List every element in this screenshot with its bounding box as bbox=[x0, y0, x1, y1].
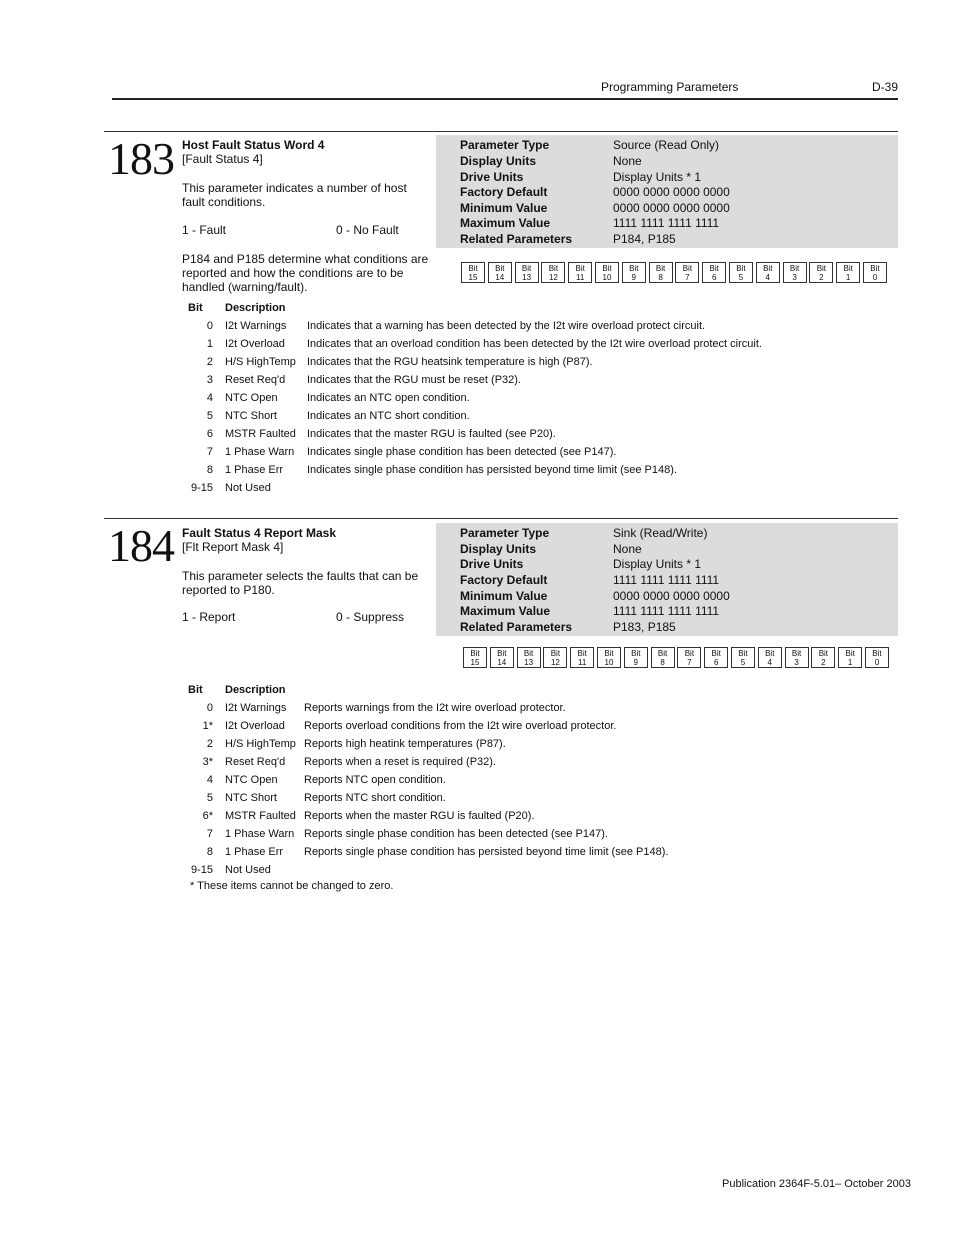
bit-cell bbox=[783, 262, 807, 283]
bit-cell bbox=[651, 647, 675, 668]
label-drive-units: Drive Units bbox=[460, 557, 524, 571]
bit-cell bbox=[624, 647, 648, 668]
bit-description: Reports single phase condition has been detected (see P147). bbox=[304, 828, 608, 840]
bit-cell bbox=[675, 262, 699, 283]
bit-cell-label: Bit bbox=[791, 649, 802, 658]
bit-cell-number: 15 bbox=[470, 658, 480, 667]
bit-number: 8 bbox=[206, 846, 213, 858]
bit-cell bbox=[702, 262, 726, 283]
bit-cell bbox=[838, 647, 862, 668]
bit-name: NTC Open bbox=[225, 392, 278, 404]
bit-cell-label: Bit bbox=[495, 264, 505, 273]
label-display-units: Display Units bbox=[460, 154, 537, 168]
label-drive-units: Drive Units bbox=[460, 170, 524, 184]
bit-description: Reports warnings from the I2t wire overload protector. bbox=[304, 702, 566, 714]
bit-description: Indicates an NTC short condition. bbox=[307, 410, 470, 422]
bit-cell bbox=[543, 647, 567, 668]
running-header-title: Programming Parameters bbox=[601, 80, 739, 94]
bit-cell bbox=[517, 647, 541, 668]
bit-cell-number: 10 bbox=[602, 273, 612, 282]
param-info-box-183 bbox=[436, 135, 898, 248]
bit-cell-number: 0 bbox=[874, 658, 880, 667]
bit-cell bbox=[463, 647, 487, 668]
bit-cell-label: Bit bbox=[604, 649, 614, 658]
bit-cell-label: Bit bbox=[816, 264, 827, 273]
label-maximum-value: Maximum Value bbox=[460, 604, 551, 618]
bit-cell bbox=[570, 647, 594, 668]
bit-number: 7 bbox=[206, 446, 213, 458]
bit-name: I2t Warnings bbox=[225, 320, 287, 332]
value-param-type: Source (Read Only) bbox=[613, 138, 720, 152]
legend-one-183: 1 - Fault bbox=[182, 223, 227, 237]
publication-footer: Publication 2364F-5.01– October 2003 bbox=[722, 1178, 911, 1190]
bit-cell-label: Bit bbox=[629, 264, 639, 273]
bit-cell bbox=[541, 262, 565, 283]
bit-cell-label: Bit bbox=[870, 264, 880, 273]
bit-cell-label: Bit bbox=[631, 649, 641, 658]
bit-name: I2t Overload bbox=[225, 338, 285, 350]
table-header-bit-184: Bit bbox=[188, 684, 203, 696]
bit-cell-label: Bit bbox=[845, 649, 855, 658]
bit-description: Indicates that the RGU must be reset (P32). bbox=[307, 374, 521, 386]
bit-description: Indicates an NTC open condition. bbox=[307, 392, 470, 404]
bit-number: 9-15 bbox=[190, 864, 213, 876]
bit-description: Indicates that the master RGU is faulted (see P20). bbox=[307, 428, 556, 440]
value-display-units: None bbox=[613, 542, 642, 556]
bit-cell-label: Bit bbox=[711, 649, 721, 658]
bit-cell-label: Bit bbox=[765, 649, 775, 658]
bit-cell-label: Bit bbox=[548, 264, 559, 273]
bit-cell-number: 0 bbox=[872, 273, 878, 282]
bit-number: 1 bbox=[206, 338, 213, 350]
bit-number: 5 bbox=[206, 410, 213, 422]
bit-cell bbox=[649, 262, 673, 283]
value-param-type: Sink (Read/Write) bbox=[613, 526, 708, 540]
bit-description: Reports NTC open condition. bbox=[304, 774, 446, 786]
label-factory-default: Factory Default bbox=[460, 573, 548, 587]
param-description-183: This parameter indicates a number of host fault conditions. bbox=[182, 181, 407, 209]
value-drive-units: Display Units * 1 bbox=[613, 170, 702, 184]
bit-name: I2t Overload bbox=[225, 720, 285, 732]
value-related-parameters: P184, P185 bbox=[613, 232, 676, 246]
bit-cell bbox=[863, 262, 887, 283]
bit-cell-label: Bit bbox=[682, 264, 693, 273]
bit-name: 1 Phase Warn bbox=[225, 828, 295, 840]
bit-cell-number: 8 bbox=[658, 273, 663, 282]
label-factory-default: Factory Default bbox=[460, 185, 548, 199]
bit-name: NTC Open bbox=[225, 774, 278, 786]
bit-cell-number: 13 bbox=[522, 273, 532, 282]
bit-name: Reset Req'd bbox=[225, 374, 286, 386]
bit-cell-number: 6 bbox=[713, 658, 719, 667]
label-maximum-value: Maximum Value bbox=[460, 216, 551, 230]
param-title-183: Host Fault Status Word 4 bbox=[182, 138, 325, 152]
bit-cell bbox=[597, 647, 621, 668]
bit-description: Indicates that a warning has been detected by the I2t wire overload protect circuit. bbox=[307, 320, 706, 332]
value-factory-default: 0000 0000 0000 0000 bbox=[613, 185, 730, 199]
bit-cell-number: 15 bbox=[468, 273, 478, 282]
bit-cell bbox=[595, 262, 619, 283]
bit-cell-number: 11 bbox=[576, 273, 585, 282]
bit-description: Reports overload conditions from the I2t wire overload protector. bbox=[304, 720, 617, 732]
bit-cell-number: 12 bbox=[548, 273, 558, 282]
header-rule bbox=[112, 98, 898, 100]
bit-cell-number: 10 bbox=[604, 658, 614, 667]
bit-number: 9-15 bbox=[190, 482, 213, 494]
bit-cell-label: Bit bbox=[468, 264, 478, 273]
bit-cell-number: 7 bbox=[685, 273, 690, 282]
bit-number: 3 bbox=[206, 374, 213, 386]
bit-cell-number: 6 bbox=[711, 273, 717, 282]
bit-cell-number: 14 bbox=[497, 658, 507, 667]
table-header-description-184: Description bbox=[225, 684, 286, 696]
bit-cell-label: Bit bbox=[521, 264, 532, 273]
bit-cell-number: 9 bbox=[631, 273, 636, 282]
bit-cell bbox=[729, 262, 753, 283]
param-title-184: Fault Status 4 Report Mask bbox=[182, 526, 337, 540]
bit-cell-label: Bit bbox=[550, 649, 561, 658]
bit-name: NTC Short bbox=[225, 410, 277, 422]
bit-cell-number: 4 bbox=[767, 658, 772, 667]
bit-name: Reset Req'd bbox=[225, 756, 286, 768]
param-note-183: P184 and P185 determine what conditions are reported and how the conditions are to be handled (warning/fault). bbox=[182, 252, 429, 294]
bit-description: Indicates single phase condition has been detected (see P147). bbox=[307, 446, 617, 458]
value-maximum-value: 1111 1111 1111 1111 bbox=[613, 604, 720, 618]
footnote: * These items cannot be changed to zero. bbox=[190, 880, 394, 892]
value-minimum-value: 0000 0000 0000 0000 bbox=[613, 201, 730, 215]
bit-number: 2 bbox=[206, 738, 213, 750]
bit-name: Not Used bbox=[225, 864, 271, 876]
bit-cell-number: 3 bbox=[794, 658, 799, 667]
bit-cell bbox=[704, 647, 728, 668]
bit-cell bbox=[461, 262, 485, 283]
bit-name: Not Used bbox=[225, 482, 271, 494]
section-rule-184 bbox=[104, 518, 898, 519]
bit-cell-number: 1 bbox=[845, 273, 851, 282]
bit-map-183 bbox=[461, 262, 890, 283]
bit-name: I2t Warnings bbox=[225, 702, 287, 714]
bit-number: 0 bbox=[206, 702, 213, 714]
bit-number: 6* bbox=[202, 810, 213, 822]
bit-cell-label: Bit bbox=[602, 264, 612, 273]
label-display-units: Display Units bbox=[460, 542, 537, 556]
bit-description: Indicates that the RGU heatsink temperature is high (P87). bbox=[307, 356, 593, 368]
page-number: D-39 bbox=[872, 80, 899, 94]
bit-description: Reports when a reset is required (P32). bbox=[304, 756, 496, 768]
bit-cell-number: 2 bbox=[819, 273, 824, 282]
value-minimum-value: 0000 0000 0000 0000 bbox=[613, 589, 730, 603]
bit-name: MSTR Faulted bbox=[225, 810, 296, 822]
bit-cell-number: 9 bbox=[633, 658, 638, 667]
bit-cell bbox=[488, 262, 512, 283]
param-short-name-184: [Flt Report Mask 4] bbox=[182, 540, 284, 554]
bit-description: Indicates that an overload condition has been detected by the I2t wire overload protect circuit. bbox=[307, 338, 762, 350]
bit-cell bbox=[836, 262, 860, 283]
bit-cell-number: 2 bbox=[821, 658, 826, 667]
bit-cell-number: 12 bbox=[550, 658, 560, 667]
param-info-box-184 bbox=[436, 523, 898, 636]
legend-one-184: 1 - Report bbox=[182, 610, 236, 624]
bit-cell-number: 3 bbox=[792, 273, 797, 282]
bit-cell-number: 8 bbox=[660, 658, 665, 667]
bit-cell-label: Bit bbox=[470, 649, 480, 658]
bit-name: 1 Phase Warn bbox=[225, 446, 295, 458]
bit-number: 4 bbox=[206, 774, 213, 786]
bit-cell-label: Bit bbox=[655, 264, 666, 273]
label-param-type: Parameter Type bbox=[460, 138, 550, 152]
bit-cell bbox=[731, 647, 755, 668]
bit-number: 4 bbox=[206, 392, 213, 404]
bit-name: MSTR Faulted bbox=[225, 428, 296, 440]
bit-cell bbox=[568, 262, 592, 283]
bit-name: 1 Phase Err bbox=[225, 846, 284, 858]
bit-number: 5 bbox=[206, 792, 213, 804]
legend-zero-183: 0 - No Fault bbox=[336, 223, 399, 237]
value-related-parameters: P183, P185 bbox=[613, 620, 676, 634]
bit-cell-label: Bit bbox=[736, 264, 746, 273]
bit-cell-number: 5 bbox=[740, 658, 746, 667]
bit-cell bbox=[785, 647, 809, 668]
bit-cell-label: Bit bbox=[497, 649, 507, 658]
bit-cell-number: 7 bbox=[687, 658, 692, 667]
value-drive-units: Display Units * 1 bbox=[613, 557, 702, 571]
bit-cell-label: Bit bbox=[684, 649, 695, 658]
bit-number: 8 bbox=[206, 464, 213, 476]
bit-map-184 bbox=[463, 647, 892, 668]
label-related-parameters: Related Parameters bbox=[460, 620, 573, 634]
label-related-parameters: Related Parameters bbox=[460, 232, 573, 246]
bit-number: 1* bbox=[202, 720, 213, 732]
bit-cell bbox=[515, 262, 539, 283]
param-number-183: 183 bbox=[108, 133, 174, 184]
label-param-type: Parameter Type bbox=[460, 526, 550, 540]
bit-number: 3* bbox=[202, 756, 213, 768]
bit-name: NTC Short bbox=[225, 792, 277, 804]
label-minimum-value: Minimum Value bbox=[460, 589, 548, 603]
bit-cell-label: Bit bbox=[657, 649, 668, 658]
bit-number: 0 bbox=[206, 320, 213, 332]
table-header-bit-183: Bit bbox=[188, 302, 203, 314]
bit-cell bbox=[490, 647, 514, 668]
param-number-184: 184 bbox=[108, 520, 174, 571]
bit-number: 2 bbox=[206, 356, 213, 368]
param-description-184: This parameter selects the faults that can be reported to P180. bbox=[182, 569, 419, 597]
bit-cell bbox=[809, 262, 833, 283]
bit-number: 6 bbox=[206, 428, 213, 440]
bit-cell-label: Bit bbox=[738, 649, 748, 658]
value-factory-default: 1111 1111 1111 1111 bbox=[613, 573, 720, 587]
bit-cell bbox=[677, 647, 701, 668]
bit-cell-number: 1 bbox=[847, 658, 853, 667]
bit-cell-label: Bit bbox=[575, 264, 585, 273]
bit-cell-label: Bit bbox=[709, 264, 719, 273]
bit-number: 7 bbox=[206, 828, 213, 840]
label-minimum-value: Minimum Value bbox=[460, 201, 548, 215]
bit-cell bbox=[758, 647, 782, 668]
bit-cell-number: 13 bbox=[524, 658, 534, 667]
bit-cell-label: Bit bbox=[577, 649, 587, 658]
bit-cell-label: Bit bbox=[818, 649, 829, 658]
bit-cell bbox=[865, 647, 889, 668]
bit-name: 1 Phase Err bbox=[225, 464, 284, 476]
bit-name: H/S HighTemp bbox=[225, 738, 296, 750]
bit-cell-label: Bit bbox=[843, 264, 853, 273]
bit-description: Indicates single phase condition has persisted beyond time limit (see P148). bbox=[307, 464, 677, 476]
value-maximum-value: 1111 1111 1111 1111 bbox=[613, 216, 720, 230]
bit-cell bbox=[622, 262, 646, 283]
bit-description: Reports high heatink temperatures (P87). bbox=[304, 738, 506, 750]
bit-cell-number: 5 bbox=[738, 273, 744, 282]
bit-cell-number: 14 bbox=[495, 273, 505, 282]
value-display-units: None bbox=[613, 154, 642, 168]
bit-description: Reports NTC short condition. bbox=[304, 792, 446, 804]
bit-cell-label: Bit bbox=[789, 264, 800, 273]
bit-description: Reports single phase condition has persisted beyond time limit (see P148). bbox=[304, 846, 669, 858]
bit-description: Reports when the master RGU is faulted (P20). bbox=[304, 810, 535, 822]
bit-cell bbox=[811, 647, 835, 668]
section-rule-183 bbox=[104, 131, 898, 132]
bit-cell-label: Bit bbox=[523, 649, 534, 658]
param-short-name-183: [Fault Status 4] bbox=[182, 152, 263, 166]
bit-name: H/S HighTemp bbox=[225, 356, 296, 368]
bit-cell-number: 4 bbox=[765, 273, 770, 282]
bit-cell-label: Bit bbox=[763, 264, 773, 273]
table-header-description-183: Description bbox=[225, 302, 286, 314]
legend-zero-184: 0 - Suppress bbox=[336, 610, 405, 624]
bit-cell bbox=[756, 262, 780, 283]
bit-cell-number: 11 bbox=[578, 658, 587, 667]
bit-cell-label: Bit bbox=[872, 649, 882, 658]
